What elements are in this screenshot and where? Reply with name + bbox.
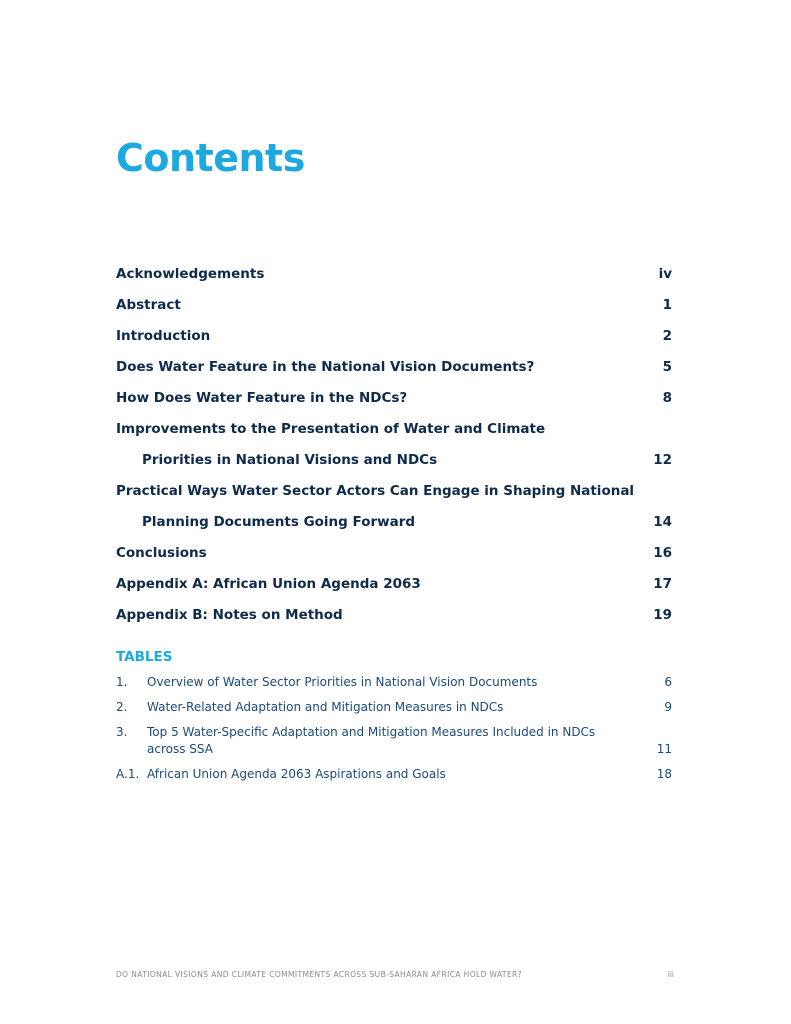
table-number: 2. — [116, 700, 128, 714]
toc-entry-title: Conclusions — [116, 545, 207, 561]
toc-entry-abstract[interactable] — [116, 295, 672, 326]
toc-entry-title-continued: Planning Documents Going Forward — [142, 514, 416, 530]
toc-page-number: 2 — [662, 328, 672, 344]
toc-entry-title: Does Water Feature in the National Vision Documents? — [116, 359, 535, 375]
table-page-number: 11 — [656, 742, 672, 756]
table-number: 1. — [116, 675, 128, 689]
toc-entry-appendix-b[interactable] — [116, 605, 672, 636]
toc-entry-water-in-ndcs[interactable] — [116, 388, 672, 419]
table-number: 3. — [116, 725, 128, 739]
toc-entry-appendix-a[interactable] — [116, 574, 672, 605]
table-list-item[interactable] — [116, 674, 672, 691]
toc-entry-title: How Does Water Feature in the NDCs? — [116, 390, 408, 406]
table-list-item[interactable] — [116, 766, 672, 783]
footer-page-number: iii — [667, 970, 674, 979]
toc-page-number: 1 — [662, 297, 672, 313]
toc-page-number: 12 — [653, 452, 672, 468]
tables-list — [116, 674, 672, 791]
table-title: Water-Related Adaptation and Mitigation Measures in NDCs — [147, 700, 504, 714]
toc-page-number: 8 — [662, 390, 672, 406]
toc-page-number: 5 — [662, 359, 672, 375]
toc-entry-title-continued: Priorities in National Visions and NDCs — [142, 452, 438, 468]
toc-entry-conclusions[interactable] — [116, 543, 672, 574]
toc-page-number: 17 — [653, 576, 672, 592]
table-number: A.1. — [116, 767, 140, 781]
table-of-contents — [116, 264, 672, 636]
table-list-item[interactable] — [116, 724, 672, 758]
toc-entry-practical-ways[interactable] — [116, 481, 672, 543]
toc-entry-title: Abstract — [116, 297, 181, 313]
toc-entry-title: Acknowledgements — [116, 266, 265, 282]
toc-page-number: iv — [658, 266, 672, 282]
page-title: Contents — [116, 136, 305, 180]
toc-entry-title: Introduction — [116, 328, 211, 344]
table-page-number: 18 — [656, 767, 672, 781]
tables-heading: TABLES — [116, 649, 173, 665]
table-page-number: 9 — [664, 700, 672, 714]
toc-entry-title: Practical Ways Water Sector Actors Can Engage in Shaping National — [116, 483, 635, 499]
toc-page-number: 16 — [653, 545, 672, 561]
toc-entry-introduction[interactable] — [116, 326, 672, 357]
running-footer: DO NATIONAL VISIONS AND CLIMATE COMMITMENTS ACROSS SUB-SAHARAN AFRICA HOLD WATER? — [116, 970, 523, 979]
toc-entry-title: Appendix B: Notes on Method — [116, 607, 343, 623]
table-title: Top 5 Water-Specific Adaptation and Mitigation Measures Included in NDCs across SSA — [147, 725, 596, 756]
table-title: African Union Agenda 2063 Aspirations and Goals — [147, 767, 446, 781]
table-page-number: 6 — [664, 675, 672, 689]
toc-entry-acknowledgements[interactable] — [116, 264, 672, 295]
table-title: Overview of Water Sector Priorities in National Vision Documents — [147, 675, 538, 689]
toc-page-number: 19 — [653, 607, 672, 623]
toc-entry-improvements[interactable] — [116, 419, 672, 481]
toc-entry-title: Appendix A: African Union Agenda 2063 — [116, 576, 421, 592]
toc-page-number: 14 — [653, 514, 672, 530]
table-list-item[interactable] — [116, 699, 672, 716]
toc-entry-title: Improvements to the Presentation of Water and Climate — [116, 421, 546, 437]
toc-entry-national-vision-documents[interactable] — [116, 357, 672, 388]
